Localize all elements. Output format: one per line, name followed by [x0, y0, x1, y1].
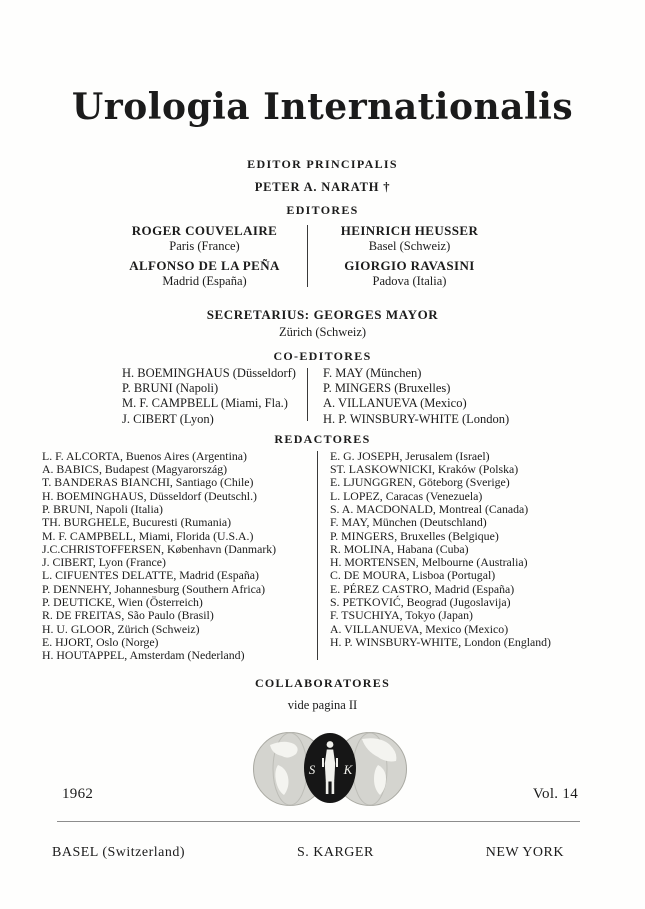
redactor-entry: H. MORTENSEN, Melbourne (Australia) — [330, 555, 528, 570]
logo-letter-s: S — [308, 762, 316, 777]
publisher-place-newyork: NEW YORK — [485, 845, 564, 860]
co-editor-entry: P. MINGERS (Bruxelles) — [323, 381, 451, 396]
editores-left-column — [102, 223, 307, 293]
publisher-place-basel: BASEL (Switzerland) — [52, 845, 186, 860]
redactor-entry: P. DENNEHY, Johannesburg (Southern Africa) — [42, 581, 266, 596]
volume-label: Vol. 14 — [532, 786, 578, 802]
redactor-entry: R. MOLINA, Habana (Cuba) — [330, 541, 469, 556]
column-divider — [307, 368, 308, 421]
redactor-entry: A. VILLANUEVA, Mexico (Mexico) — [330, 621, 509, 636]
redactor-entry: C. DE MOURA, Lisboa (Portugal) — [330, 568, 496, 583]
publisher-footer — [52, 845, 564, 861]
column-divider — [317, 451, 318, 660]
redactor-entry: S. A. MACDONALD, Montreal (Canada) — [330, 502, 529, 516]
editor-entry — [307, 223, 512, 254]
column-divider — [307, 225, 308, 287]
redactor-entry: H. P. WINSBURY-WHITE, London (England) — [330, 634, 551, 649]
footer-rule — [57, 821, 580, 822]
redactor-entry: F. MAY, München (Deutschland) — [330, 515, 487, 530]
co-editores-columns — [122, 366, 546, 427]
co-editores-left-column — [122, 366, 307, 427]
redactor-entry: J. CIBERT, Lyon (France) — [42, 555, 166, 570]
editor-name: ROGER COUVELAIRE — [131, 223, 278, 238]
redactor-entry: P. DEUTICKE, Wien (Österreich) — [42, 595, 203, 610]
redactor-entry: E. G. JOSEPH, Jerusalem (Israel) — [330, 448, 490, 463]
co-editor-entry: F. MAY (München) — [323, 366, 422, 380]
editores-heading: EDITORES — [286, 203, 359, 217]
redactor-entry: A. BABICS, Budapest (Magyarország) — [42, 462, 228, 477]
redactor-entry: J.C.CHRISTOFFERSEN, København (Danmark) — [42, 541, 277, 556]
redactor-entry: P. MINGERS, Bruxelles (Belgique) — [330, 528, 499, 543]
editor-place: Padova (Italia) — [372, 274, 447, 288]
redactor-entry: TH. BURGHELE, Bucuresti (Rumania) — [42, 515, 232, 530]
secretarius-place: Zürich (Schweiz) — [278, 325, 367, 339]
editor-name: GIORGIO RAVASINI — [344, 258, 475, 273]
redactor-entry: E. HJORT, Oslo (Norge) — [42, 634, 159, 649]
co-editores-right-column — [307, 366, 545, 427]
redactor-entry: H. U. GLOOR, Zürich (Schweiz) — [42, 621, 200, 636]
editor-place: Basel (Schweiz) — [368, 239, 451, 253]
publisher-name: S. KARGER — [296, 845, 374, 860]
redactores-right-column — [317, 450, 604, 663]
collaboratores-heading: COLLABORATORES — [254, 675, 391, 690]
editores-columns — [102, 223, 512, 293]
editor-entry — [307, 258, 512, 289]
redactor-entry: H. BOEMINGHAUS, Düsseldorf (Deutschl.) — [42, 488, 257, 503]
redactor-entry: P. BRUNI, Napoli (Italia) — [42, 502, 163, 516]
co-editor-entry: A. VILLANUEVA (Mexico) — [323, 396, 467, 411]
redactores-heading: REDACTORES — [274, 431, 371, 446]
globes-icon — [250, 731, 410, 807]
editor-entry — [102, 258, 307, 289]
editor-place: Madrid (España) — [162, 274, 247, 288]
co-editor-entry: P. BRUNI (Napoli) — [122, 381, 219, 396]
redactor-entry: M. F. CAMPBELL, Miami, Florida (U.S.A.) — [42, 528, 254, 543]
redactor-entry: L. F. ALCORTA, Buenos Aires (Argentina) — [42, 448, 247, 463]
page-title: Urologia Internationalis — [71, 86, 574, 128]
redactor-entry: L. CIFUENTES DELATTE, Madrid (España) — [42, 568, 259, 583]
editor-principalis-name: PETER A. NARATH † — [254, 180, 391, 194]
redactor-entry: H. HOUTAPPEL, Amsterdam (Nederland) — [42, 648, 245, 663]
editores-right-column — [307, 223, 512, 293]
logo-letter-k: K — [343, 762, 353, 777]
secretarius-line: SECRETARIUS: GEORGES MAYOR — [206, 307, 439, 322]
redactor-entry: F. TSUCHIYA, Tokyo (Japan) — [330, 608, 473, 623]
collaboratores-note: vide pagina II — [287, 697, 358, 712]
editor-place: Paris (France) — [169, 239, 240, 253]
redactor-entry: L. LOPEZ, Caracas (Venezuela) — [330, 488, 483, 503]
editor-name: HEINRICH HEUSSER — [340, 223, 479, 238]
co-editor-entry: J. CIBERT (Lyon) — [122, 411, 214, 426]
editor-principalis-heading: EDITOR PRINCIPALIS — [247, 157, 398, 171]
redactor-entry: ST. LASKOWNICKI, Kraków (Polska) — [330, 462, 519, 477]
co-editores-heading: CO-EDITORES — [273, 349, 372, 363]
redactor-entry: S. PETKOVIĆ, Beograd (Jugoslavija) — [330, 595, 511, 610]
redactor-entry: R. DE FREITAS, São Paulo (Brasil) — [42, 608, 214, 623]
karger-globes-logo — [250, 731, 410, 807]
redactores-left-column — [42, 450, 317, 663]
editor-name: ALFONSO DE LA PEÑA — [129, 258, 280, 273]
redactor-entry: E. PÉREZ CASTRO, Madrid (España) — [330, 581, 515, 596]
redactor-entry: E. LJUNGGREN, Göteborg (Sverige) — [330, 475, 510, 490]
co-editor-entry: H. BOEMINGHAUS (Düsseldorf) — [122, 366, 296, 380]
redactores-columns — [42, 450, 604, 663]
redactor-entry: T. BANDERAS BIANCHI, Santiago (Chile) — [42, 475, 254, 490]
co-editor-entry: H. P. WINSBURY-WHITE (London) — [323, 411, 510, 426]
editor-entry — [102, 223, 307, 254]
year-label: 1962 — [62, 786, 94, 802]
co-editor-entry: M. F. CAMPBELL (Miami, Fla.) — [122, 396, 288, 411]
